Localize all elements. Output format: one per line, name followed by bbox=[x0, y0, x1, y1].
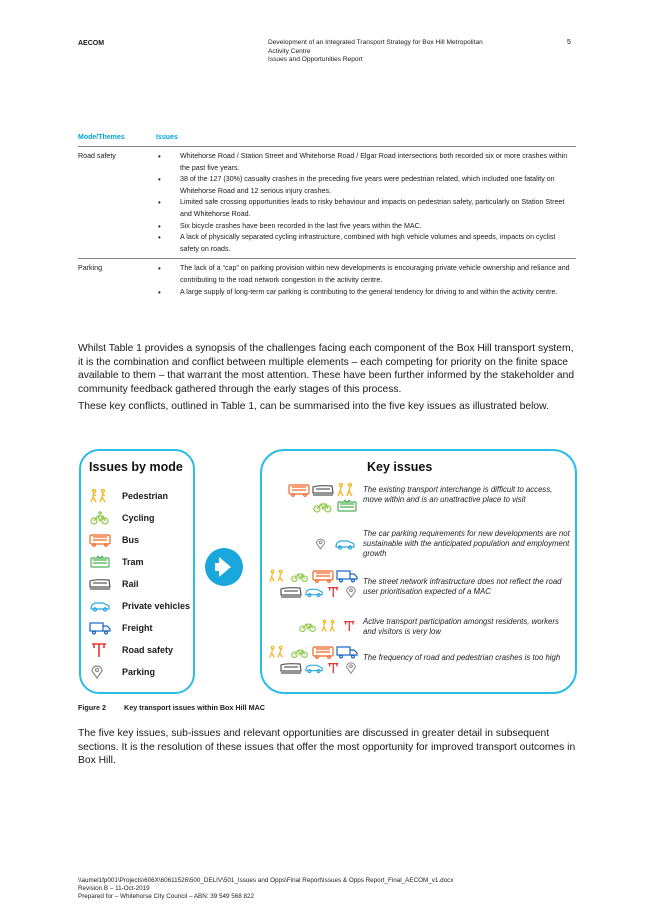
parking-icon bbox=[344, 585, 358, 599]
footer-revision: Revision B – 11-Oct-2019 bbox=[78, 884, 150, 892]
issue-text: A lack of physically separated cycling infrastructure, combined with high vehicle volumes and speeds, impacts on cyclist safety on roads. bbox=[180, 233, 556, 253]
issue-icon-group bbox=[280, 483, 358, 513]
mode-label: Bus bbox=[122, 535, 140, 545]
parking-icon bbox=[89, 665, 113, 679]
key-issue-text: Active transport participation amongst residents, workers and visitors is very low bbox=[363, 617, 559, 637]
bullet: • bbox=[158, 233, 161, 243]
mode-private-vehicles bbox=[89, 599, 190, 613]
bullet: • bbox=[158, 198, 161, 208]
page-number: 5 bbox=[567, 39, 571, 46]
bus-icon bbox=[89, 533, 113, 547]
truck-icon bbox=[89, 621, 113, 635]
table-row bbox=[78, 259, 576, 301]
bullet: • bbox=[158, 264, 161, 274]
body-paragraph: Whilst Table 1 provides a synopsis of the challenges facing each component of the Box Hill transport system, it is the combination and conflict between multiple elements – each competing for priority on the finite space available to them – that warrant the most attention. These have been further informed by the stakeholder and community feedback gathered through the early stages of this process. bbox=[78, 343, 575, 395]
theme-cell: Parking bbox=[78, 264, 103, 273]
pedestrian-icon bbox=[320, 619, 340, 633]
bullet: • bbox=[158, 152, 161, 161]
issues-list bbox=[156, 263, 576, 298]
key-issue-text: The street network infrastructure does not reflect the road user prioritisation expected of a MAC bbox=[363, 577, 562, 597]
mode-rail bbox=[89, 577, 139, 591]
issue-text: The lack of a “cap” on parking provision within new developments is encouraging private vehicle ownership and reliance and contributing to the road network congestion in the activity centre. bbox=[180, 264, 570, 284]
mode-label: Rail bbox=[122, 579, 139, 589]
document-title-line: Issues and Opportunities Report bbox=[268, 56, 363, 64]
mode-bus bbox=[89, 533, 139, 547]
pedestrian-icon bbox=[336, 483, 358, 497]
bullet: • bbox=[158, 287, 161, 297]
list-item bbox=[156, 263, 576, 286]
issue-text: Limited safe crossing opportunities leads to risky behaviour and impacts on pedestrian safety, particularly on Station Street and Whitehorse Road. bbox=[180, 198, 565, 218]
train-icon bbox=[89, 577, 113, 591]
footer-prepared-for: Prepared for – Whitehorse City Council – ABN: 39 549 568 822 bbox=[78, 892, 255, 900]
mode-label: Freight bbox=[122, 623, 153, 633]
theme-cell: Road safety bbox=[78, 152, 116, 160]
mode-freight bbox=[89, 621, 153, 635]
bicycle-icon bbox=[290, 569, 310, 583]
document-title bbox=[268, 39, 538, 65]
mode-label: Tram bbox=[122, 557, 144, 567]
tram-icon bbox=[89, 555, 113, 569]
bicycle-icon bbox=[312, 499, 334, 513]
pedestrian-icon bbox=[268, 569, 288, 583]
key-issue-text: The existing transport interchange is difficult to access, move within and is an unattractive place to visit bbox=[363, 485, 553, 505]
issue-icon-group bbox=[312, 537, 356, 551]
column-header-issues: Issues bbox=[156, 134, 178, 141]
list-item bbox=[156, 232, 576, 255]
table-row bbox=[78, 147, 576, 259]
bus-icon bbox=[288, 483, 310, 497]
bullet: • bbox=[158, 221, 161, 231]
issues-list bbox=[156, 151, 576, 255]
pedestrian-icon bbox=[268, 645, 288, 659]
bicycle-icon bbox=[290, 645, 310, 659]
mode-pedestrian bbox=[89, 489, 168, 503]
train-icon bbox=[280, 585, 302, 599]
car-icon bbox=[334, 537, 356, 551]
road-safety-icon bbox=[326, 661, 342, 675]
issue-text: Six bicycle crashes have been recorded in the last five years within the MAC. bbox=[180, 221, 422, 230]
tram-icon bbox=[336, 499, 358, 513]
mode-label: Road safety bbox=[122, 645, 174, 655]
mode-label: Parking bbox=[122, 667, 156, 677]
issue-icon-group bbox=[266, 645, 358, 675]
key-issue-text: The frequency of road and pedestrian crashes is too high bbox=[363, 653, 561, 662]
key-issues-panel bbox=[260, 449, 577, 694]
list-item bbox=[156, 287, 576, 299]
list-item bbox=[156, 197, 576, 220]
mode-parking bbox=[89, 665, 155, 679]
mode-road-safety bbox=[89, 643, 173, 657]
mode-label: Pedestrian bbox=[122, 491, 169, 501]
bicycle-icon bbox=[298, 619, 318, 633]
body-paragraph: The five key issues, sub-issues and relevant opportunities are discussed in greater detail in subsequent sections. It is the resolution of these issues that offer the most opportunity for improved transport outcomes in Box Hill. bbox=[78, 728, 576, 767]
list-item bbox=[156, 151, 576, 174]
chevron-right-icon bbox=[205, 548, 243, 586]
list-item bbox=[156, 174, 576, 197]
issue-icon-group bbox=[290, 619, 358, 633]
car-icon bbox=[304, 661, 324, 675]
panel-title: Issues by mode bbox=[89, 460, 183, 474]
issue-text: Whitehorse Road / Station Street and Whitehorse Road / Elgar Road intersections both recorded six or more crashes within the past five years. bbox=[180, 152, 568, 172]
company-name: AECOM bbox=[78, 40, 105, 47]
document-title-line: Activity Centre bbox=[268, 47, 311, 55]
document-title-line: Development of an Integrated Transport Strategy for Box Hill Metropolitan bbox=[268, 39, 483, 46]
bullet: • bbox=[158, 175, 161, 185]
list-item bbox=[156, 221, 576, 233]
issue-text: A large supply of long-term car parking is contributing to the general tendency for driving to and within the activity centre. bbox=[180, 287, 558, 296]
bus-icon bbox=[312, 645, 334, 659]
mode-label: Cycling bbox=[122, 513, 155, 523]
issue-icon-group bbox=[266, 569, 358, 599]
mode-label: Private vehicles bbox=[122, 601, 191, 611]
truck-icon bbox=[336, 569, 358, 583]
parking-icon bbox=[344, 661, 358, 675]
issues-table bbox=[78, 134, 576, 301]
road-safety-icon bbox=[342, 619, 358, 633]
mode-tram bbox=[89, 555, 144, 569]
key-issue-text: The car parking requirements for new developments are not sustainable with the anticipated population and employment growth bbox=[363, 529, 570, 559]
pedestrian-icon bbox=[89, 489, 113, 503]
issues-by-mode-panel bbox=[79, 449, 195, 694]
train-icon bbox=[280, 661, 302, 675]
mode-cycling bbox=[89, 511, 155, 525]
train-icon bbox=[312, 483, 334, 497]
road-safety-icon bbox=[326, 585, 342, 599]
bicycle-icon bbox=[89, 511, 113, 525]
bus-icon bbox=[312, 569, 334, 583]
car-icon bbox=[89, 599, 113, 613]
issue-text: 38 of the 127 (30%) casualty crashes in the preceding five years were pedestrian related, which included one fatality on Whitehorse Road and 12 serious injury crashes. bbox=[180, 175, 555, 195]
figure-caption-text: Key transport issues within Box Hill MAC bbox=[124, 703, 265, 712]
figure-caption bbox=[78, 703, 265, 712]
body-paragraph: These key conflicts, outlined in Table 1, can be summarised into the five key issues as illustrated below. bbox=[78, 401, 549, 412]
parking-icon bbox=[314, 537, 332, 551]
page-footer bbox=[78, 877, 453, 901]
panel-title: Key issues bbox=[367, 460, 433, 474]
table-header bbox=[78, 134, 576, 147]
column-header-mode: Mode/Themes bbox=[78, 134, 125, 141]
road-safety-icon bbox=[89, 643, 113, 657]
footer-file-path: \\aumel1fp001\Projects\606X\60611526\500_DELIV\501_Issues and Opps\Final Report\Issues & Opps Report_Final_AECOM_v1.docx bbox=[78, 877, 454, 884]
car-icon bbox=[304, 585, 324, 599]
truck-icon bbox=[336, 645, 358, 659]
figure-number: Figure 2 bbox=[78, 703, 106, 712]
